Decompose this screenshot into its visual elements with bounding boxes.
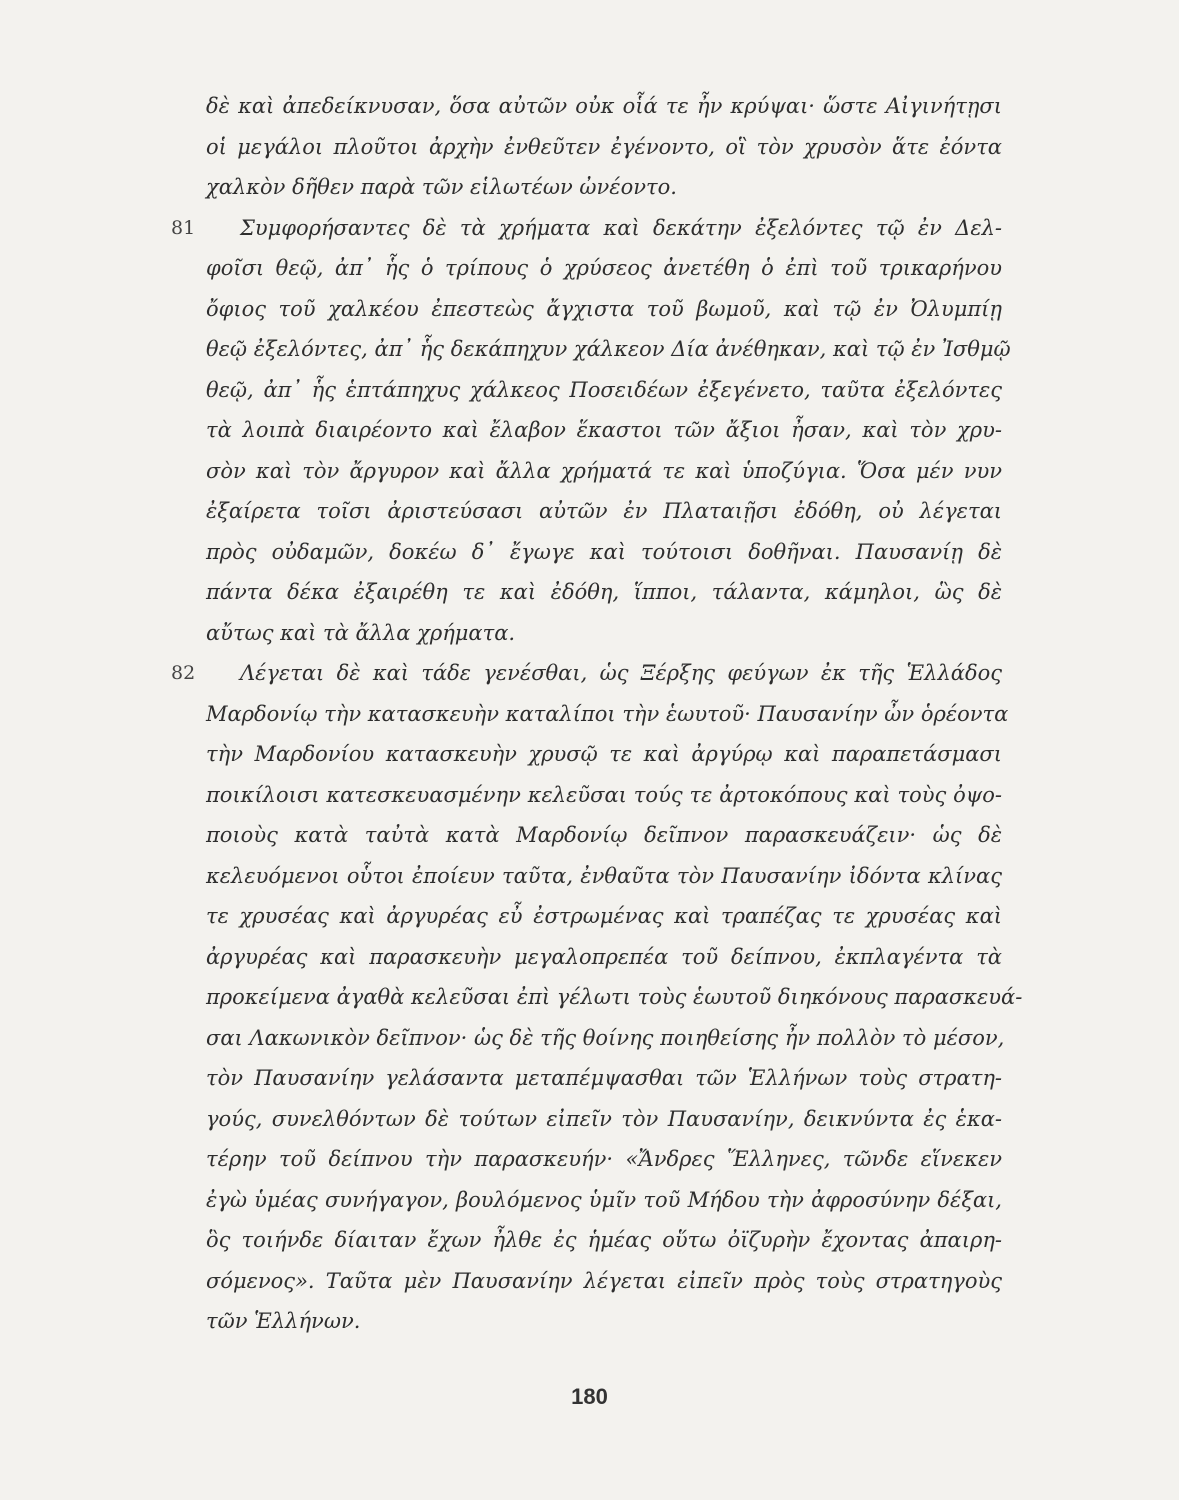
chapter-number: 82: [171, 662, 196, 684]
page-number: 180: [571, 1384, 608, 1409]
text-line: τε χρυσέας καὶ ἀργυρέας εὖ ἐστρωμένας καὶ τραπέζας τε χρυσέας καὶ: [206, 904, 1002, 928]
text-line: [171, 653, 1002, 694]
text-line: σαι Λακωνικὸν δεῖπνον· ὡς δὲ τῆς θοίνης ποιηθείσης ἦν πολλὸν τὸ μέσον,: [206, 1025, 1005, 1050]
text-line: ποιοὺς κατὰ ταὐτὰ κατὰ Μαρδονίῳ δεῖπνον παρασκευάζειν· ὡς δὲ: [206, 823, 1002, 847]
text-line: ἐγὼ ὑμέας συνήγαγον, βουλόμενος ὑμῖν τοῦ Μήδου τὴν ἀφροσύνην δέξαι,: [206, 1187, 1002, 1212]
text-line: τῶν Ἑλλήνων.: [206, 1309, 361, 1333]
text-line: θεῷ ἐξελόντες, ἀπ᾽ ἧς δεκάπηχυν χάλκεον Δία ἀνέθηκαν, καὶ τῷ ἐν Ἰσθμῷ: [206, 337, 1011, 361]
text-line: [171, 208, 1002, 249]
text-line: ἀργυρέας καὶ παρασκευὴν μεγαλοπρεπέα τοῦ δείπνου, ἐκπλαγέντα τὰ: [206, 944, 1002, 969]
text-line: χαλκὸν δῆθεν παρὰ τῶν εἱλωτέων ὠνέοντο.: [206, 175, 677, 199]
text-line: πρὸς οὐδαμῶν, δοκέω δ᾽ ἔγωγε καὶ τούτοισι δοθῆναι. Παυσανίῃ δὲ: [206, 539, 1002, 564]
text-line: προκείμενα ἀγαθὰ κελεῦσαι ἐπὶ γέλωτι τοὺς ἑωυτοῦ διηκόνους παρασκευά-: [206, 985, 1023, 1009]
text-line: τὸν Παυσανίην γελάσαντα μεταπέμψασθαι τῶν Ἑλλήνων τοὺς στρατη-: [206, 1066, 1002, 1090]
text-line: ποικίλοισι κατεσκευασμένην κελεῦσαι τούς τε ἀρτοκόπους καὶ τοὺς ὀψο-: [206, 782, 1002, 807]
line-text: Λέγεται δὲ καὶ τάδε γενέσθαι, ὡς Ξέρξης φεύγων ἐκ τῆς Ἑλλάδος: [240, 661, 1002, 685]
greek-text-body: [171, 86, 1023, 1342]
line-text: Συμφορήσαντες δὲ τὰ χρήματα καὶ δεκάτην ἐξελόντες τῷ ἐν Δελ-: [240, 215, 1002, 240]
text-line: γούς, συνελθόντων δὲ τούτων εἰπεῖν τὸν Παυσανίην, δεικνύντα ἐς ἑκα-: [206, 1106, 1002, 1131]
text-line: τὰ λοιπὰ διαιρέοντο καὶ ἔλαβον ἕκαστοι τῶν ἄξιοι ἦσαν, καὶ τὸν χρυ-: [206, 418, 1002, 442]
text-line: Μαρδονίῳ τὴν κατασκευὴν καταλίποι τὴν ἑωυτοῦ· Παυσανίην ὦν ὁρέοντα: [206, 701, 1009, 726]
text-line: τὴν Μαρδονίου κατασκευὴν χρυσῷ τε καὶ ἀργύρῳ καὶ παραπετάσμασι: [206, 742, 1002, 766]
text-line: τέρην τοῦ δείπνου τὴν παρασκευήν· «Ἄνδρες Ἕλληνες, τῶνδε εἵνεκεν: [206, 1147, 1002, 1171]
text-line: ἐξαίρετα τοῖσι ἀριστεύσασι αὐτῶν ἐν Πλαταιῇσι ἐδόθη, οὐ λέγεται: [206, 499, 1002, 523]
text-line: σόμενος». Ταῦτα μὲν Παυσανίην λέγεται εἰπεῖν πρὸς τοὺς στρατηγοὺς: [206, 1268, 1002, 1293]
text-line: ὄφιος τοῦ χαλκέου ἐπεστεὼς ἄγχιστα τοῦ βωμοῦ, καὶ τῷ ἐν Ὀλυμπίῃ: [206, 296, 1002, 321]
text-line: πάντα δέκα ἐξαιρέθη τε καὶ ἐδόθη, ἵπποι, τάλαντα, κάμηλοι, ὣς δὲ: [206, 580, 1002, 604]
text-line: δὲ καὶ ἀπεδείκνυσαν, ὅσα αὐτῶν οὐκ οἷά τε ἦν κρύψαι· ὥστε Αἰγινήτῃσι: [206, 94, 1002, 118]
text-line: φοῖσι θεῷ, ἀπ᾽ ἧς ὁ τρίπους ὁ χρύσεος ἀνετέθη ὁ ἐπὶ τοῦ τρικαρήνου: [206, 256, 1002, 280]
text-line: ὃς τοιήνδε δίαιταν ἔχων ἦλθε ἐς ἡμέας οὕτω ὀϊζυρὴν ἔχοντας ἀπαιρη-: [206, 1228, 1002, 1252]
text-line: οἱ μεγάλοι πλοῦτοι ἀρχὴν ἐνθεῦτεν ἐγένοντο, οἳ τὸν χρυσὸν ἅτε ἐόντα: [206, 134, 1002, 159]
text-line: σὸν καὶ τὸν ἄργυρον καὶ ἄλλα χρήματά τε καὶ ὑποζύγια. Ὅσα μέν νυν: [206, 458, 1002, 483]
chapter-number: 81: [171, 216, 196, 239]
text-line: κελευόμενοι οὗτοι ἐποίευν ταῦτα, ἐνθαῦτα τὸν Παυσανίην ἰδόντα κλίνας: [206, 863, 1002, 888]
text-line: αὔτως καὶ τὰ ἄλλα χρήματα.: [206, 620, 516, 645]
text-line: θεῷ, ἀπ᾽ ἧς ἑπτάπηχυς χάλκεος Ποσειδέων ἐξεγένετο, ταῦτα ἐξελόντες: [206, 377, 1002, 402]
